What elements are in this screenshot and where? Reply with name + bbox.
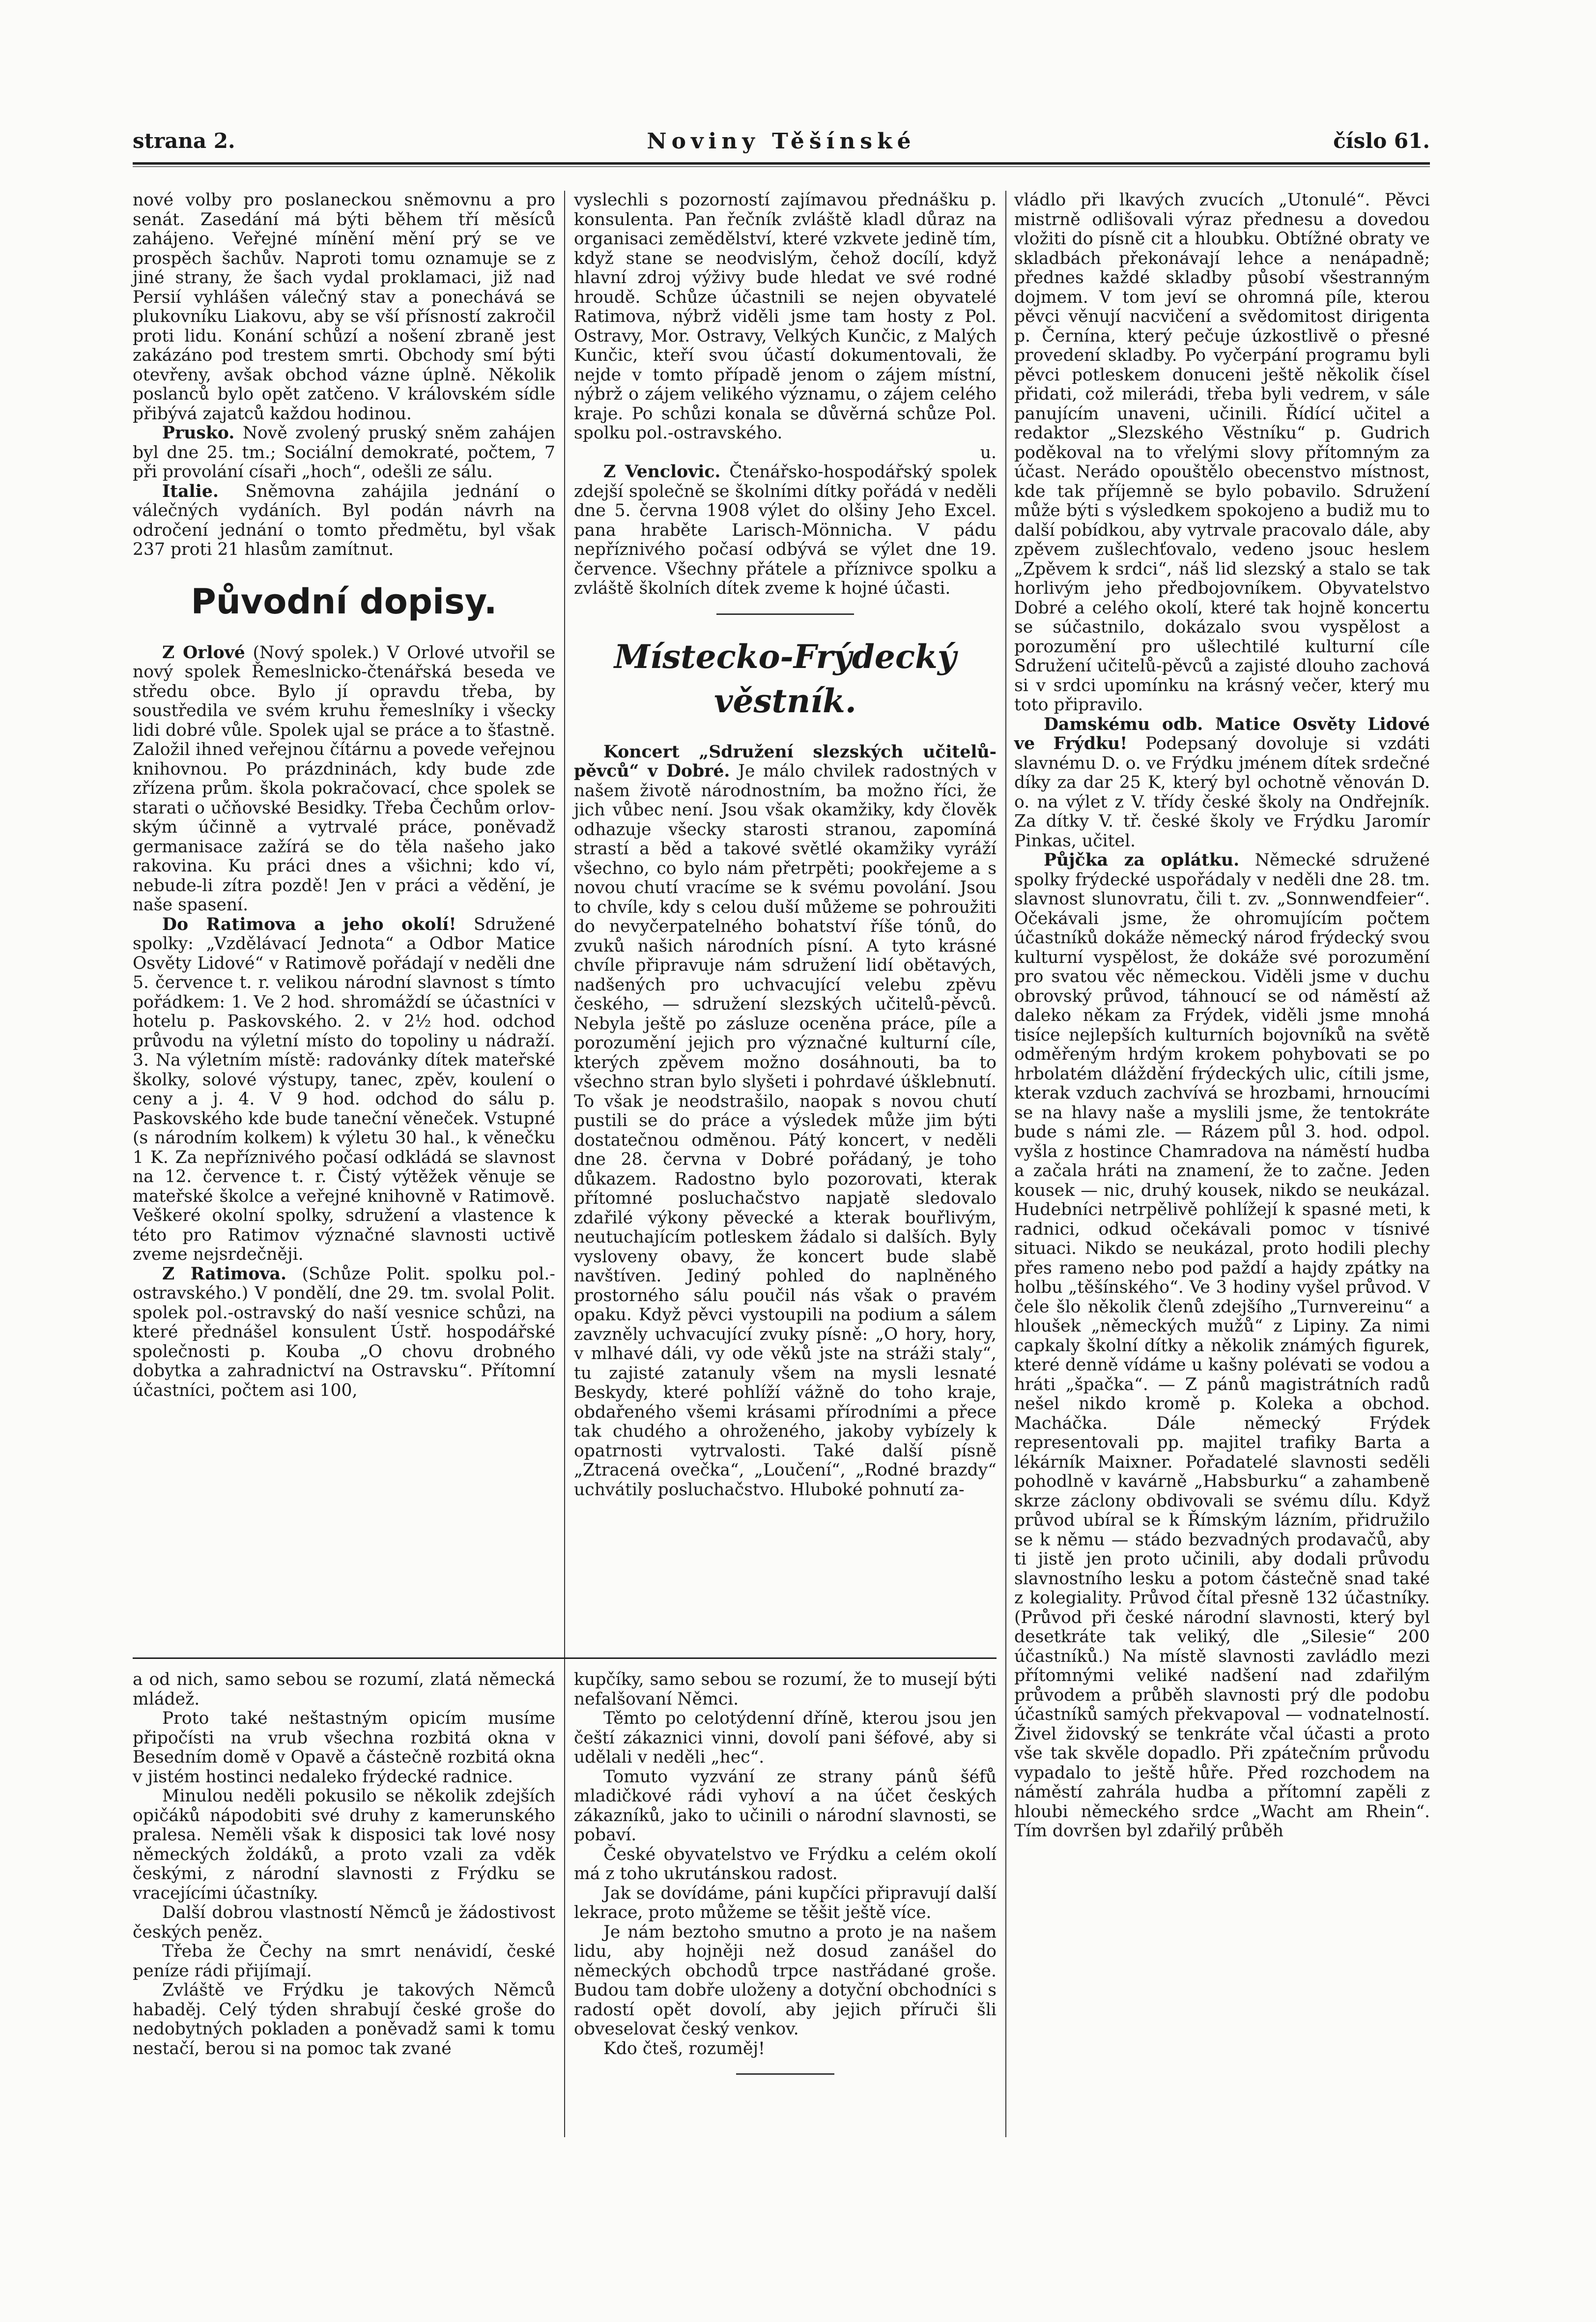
article-text: Nově zvolený pruský sněm zahájen byl dne 25. tm.; Sociální demokraté, počtem, 7 při provolání císaři „hoch“, odešli ze sálu. [133,423,555,482]
header-rule [133,162,1430,165]
article-text: Sdružené spolky: „Vzdělávací Jednota“ a Odbor Matice Osvěty Lidové“ v Ratimově pořádají v neděli dne 5. července t. r. velikou národní slavnost s tímto pořádkem: 1. Ve 2 hod. shromáždí se účastníci v hotelu p. Paskovského. 2. v 2½ hod. odchod průvodu na výletní místo do topoliny u nádraží. 3. Na výletním místě: radovánky dítek mateřské školky, solové výstupy, tanec, zpěv, koulení o ceny a j. 4. V 9 hod. odchod do sálu p. Paskovského kde bude taneční věneček. Vstupné (s národním kolkem) k výletu 30 hal., k věnečku 1 K. Za nepříznivého počasí odkládá se slavnost na 12. července t. r. Čistý výtěžek věnuje se mateřské školce a veřejné knihovně v Ratimově. Veškeré okolní spolky, sdružení a vlastence k této pro Ratimov význačné slavnosti uctivě zveme nejsrdečněji. [133,914,556,1264]
article-paragraph: Třeba že Čechy na smrt nenávidí, české peníze rádi přijímají. [133,1942,555,1981]
article-paragraph [133,1265,555,1401]
article-paragraph [1014,715,1430,851]
article-paragraph [133,915,555,1265]
section-divider-bottom [133,1657,997,1659]
article-paragraph: Zvláště ve Frýdku je takových Němců habaděj. Celý týden shrabují české groše do nedobytných pokladen a poněvadž sami k tomu nestačí, berou si na pomoc tak zvané [133,1980,555,2059]
article-paragraph [574,463,997,599]
column-divider-1 [564,191,565,2137]
article-text: Sněmovna zahájila jednání o válečných vydáních. Byl podán návrh na odročení jednání o tomto předmětu, byl však 237 proti 21 hlasům zamítnut. [133,481,555,559]
article-heading: Prusko. [162,423,235,443]
article-paragraph: Tomuto vyzvání ze strany pánů šéfů mladičkové rádi vyhoví a na účet českých zákazníků, jako to učinili o národní slavnosti, se pobaví. [574,1767,997,1845]
column-3 [1014,191,1430,1841]
column-1 [133,191,555,1400]
article-text: Podepsaný dovoluje si vzdáti slavnému D. o. ve Frýdku jménem dítek srdečné díky za dar 25 K, který byl ochotně věnován D. o. na výlet z V. třídy české školy na Ondřejník. Za dítky V. tř. české školy ve Frýdku Jaromír Pinkas, učitel. [1014,734,1430,851]
article-heading: Půjčka za oplátku. [1044,850,1240,870]
section-title-puvodni-dopisy: Původní dopisy. [191,581,497,622]
article-paragraph [574,743,997,1500]
page-number: strana 2. [133,129,235,153]
article-text: V Orlové utvořil se nový spolek Řemeslnicko-čtenářská beseda ve středu obce. Bylo jí opravdu třeba, by soustředila ve svém kruhu řemeslníky i všecky lidi dobré vůle. Spolek ujal se práce a to šťastně. Založil ihned veřejnou čítárnu a povede veřejnou knihovnou. Po prázdninách, kdy bude zde zřízena prům. škola pokračovací, chce spolek se starati o učňovské Besidky. Třeba Čechům orlov-ským účinně a vytrvalé práce, poněvadž germanisace zažírá se do těla našeho jako rakovina. Ku práci dnes a všichni; kdo ví, nebude-li zítra pozdě! Jen v práci a vědění, je naše spasení. [133,642,555,915]
bottom-column-2 [574,1670,997,2090]
article-paragraph: Proto také neštastným opicím musíme připočísti na vrub všechna rozbitá okna v Besedním domě v Opavě a částečně rozbitá okna v jistém hostinci nedaleko frýdecké radnice. [133,1709,555,1787]
article-heading: Z Orlové [162,642,245,663]
article-text: Čtenářsko-hospodářský spolek zdejší společně se školními dítky pořádá v neděli dne 5. června 1908 výlet do olšiny Jeho Excel. pana hraběte Larisch-Mönnicha. V pádu nepříznivého počasí odbývá se výlet dne 19. července. Všechny přátele a příznivce spolku a zvláště školních dítek zveme k hojné účasti. [574,462,997,598]
article-heading: Damskému odb. Matice Osvěty Lidové ve Frýdku! [1014,714,1430,754]
article-paragraph: vládlo při lkavých zvucích „Utonulé“. Pěvci mistrně odlišovali výraz přednesu a dovedou vložiti do písně cit a hloubku. Obtížné obraty ve skladbách překonávají lehce a nenápadně; přednes každé skladby působí všestranným dojmem. V tom jeví se ohromná píle, kterou pěvci věnují nacvičení a svědomitost dirigenta p. Černína, který pečuje úzkostlivě o přesné provedení skladby. Po vyčerpání programu byli pěvci potleskem donuceni ještě několik čísel přidati, což milerádi, třeba byli vedrem, v sále panujícím unaveni, učinili. Řídící učitel a redaktor „Slezského Věstníku“ p. Gudrich poděkoval na to vřelými slovy přítomným za účast. Nerádo opouštělo obecenstvo místnost, kde tak příjemně se bylo pobavilo. Sdružení může býti s výsledkem spokojeno a budiž mu to další pobídkou, aby vytrvale pracovalo dále, aby zpěvem zušlechťovalo, vedeno jsouc heslem „Zpěvem k srdci“, náš lid slezský a stalo se tak horlivým jeho předbojovníkem. Obyvatelstvo Dobré a celého okolí, které tak hojně koncertu se súčastnilo, dokázalo svou vyspělost a porozumění pro ušlechtilé kulturní cíle Sdružení učitelů-pěvců a zajisté dlouho zachová si v srdci upomínku na krásný večer, který mu toto připravilo. [1014,190,1430,715]
article-signature: u. [980,442,997,463]
article-paragraph: Jak se dovídáme, páni kupčíci připravují další lekrace, proto můžeme se těšit ještě více. [574,1883,997,1922]
article-paragraph: Kdo čteš, rozuměj! [603,2038,765,2059]
article-paragraph [133,643,555,915]
article-paragraph: a od nich, samo sebou se rozumí, zlatá německá mládež. [133,1670,555,1709]
article-paragraph: Minulou neděli pokusilo se několik zdejších opičáků nápodobiti své druhy z kamerunského pralesa. Neměli však k disposici tak lové nosy německých žoldáků, a proto vzali za vděk českými, z národní slavnosti z Frýdku se vracejícími účastníky. [133,1786,555,1903]
article-paragraph: vyslechli s pozorností zajímavou přednášku p. konsulenta. Pan řečník zvláště kladl důraz na organisaci zemědělství, které vzkvete jedině tím, když stane se neodvislým, čehož docílí, když hlavní zdroj výživy bude hledat ve své rodné hroudě. Schůze účastnili se nejen obyvatelé Ratimova, nýbrž viděli jsme tam hosty z Pol. Ostravy, Mor. Ostravy, Velkých Kunčic, z Malých Kunčic, kteří svou účastí dokumentovali, že nejde v tomto případě jenom o zájem místní, nýbrž o zájem velikého významu, o zájem celého kraje. Po schůzi konala se důvěrná schůze Pol. spolku pol.-ostravského. [574,190,997,443]
article-text: Německé sdružené spolky frýdecké uspořádaly v neděli dne 28. tm. slavnost slunovratu, čili t. zv. „Sonnwendfeier“. Očekávali jsme, že ohromujícím počtem účastníků dokáže německý národ frýdecký svou kulturní vyspělost, že dokáže své porozumění pro svatou věc německou. Viděli jsme v duchu obrovský průvod, táhnoucí se od náměstí až daleko někam za Frýdek, viděli jsme mnohá tisíce nejlepších kulturních bojovníků na světě odměřeným hrdým krokem pohybovati se po hrbolatém dláždění frýdeckých ulic, cítili jsme, kterak vzduch zachvívá se hrozbami, hrnoucími se na hlavy naše a myslili jsme, že tentokráte bude s námi zle. — Rázem půl 3. hod. odpol. vyšla z hostince Chamradova na náměstí hudba a začala hráti na znamení, že to začne. Jeden kousek — nic, druhý kousek, nikdo se neukázal. Hudebníci netrpělivě pohlížejí k spasné meti, k radnici, odkud očekávali pomoc v tísnivé situaci. Nikdo se neukázal, proto hodili plechy přes rameno nebo pod paždí a hajdy zpátky na holbu „těšínského“. Ve 3 hodiny vyšel průvod. V čele šlo několik členů zdejšího „Turnvereinu“ a hloušek „německých mužů“ z Lipiny. Za nimi capkaly školní dítky a několik známých figurek, které denně vídáme u kašny polévati se vodou a hráti „špačka“. — Z pánů magistrátních radů nešel nikdo kromě p. Koleka a obchod. Macháčka. Dále německý Frýdek representovali pp. majitel trafiky Barta a lékárník Maixner. Pořadatelé slavnosti seděli pohodlně v kavárně „Habsburku“ a zahambeně skrze záclony obdivovali se svému dílu. Když průvod ubíral se k Římským lázním, přidružilo se k němu — stádo bezvadných prodavačů, aby ti jistě jen proto učinili, aby dodali průvodu slavnostního lesku a potom částečně snad také z kolegiality. Průvod čítal přesně 132 účastníky. (Průvod při české národní slavnosti, který byl desetkráte tak veliký, dle „Silesie“ 200 účastníků.) Na místě slavnosti zavládlo mezi přítomnými veliké nadšení nad zdařilým průvodem a průběh slavnosti prý dle podobu účastníků samých překvapoval — vodnatelností. Živel židovský se tenkráte včal účasti a proto vše tak skvěle dopadlo. Při zpátečním průvodu vypadalo to ještě hůře. Před rozchodem na náměstí zahrála hudba a přítomní zapěli z hloubi německého srdce „Wacht am Rhein“. Tím dovršen byl zdařilý průběh [1014,850,1430,1841]
bottom-column-1 [133,1670,555,2059]
article-paragraph: Je nám beztoho smutno a proto je na našem lidu, aby hojněji než dosud zanášel do německých obchodů trpce nastřádané groše. Budou tam dobře uloženy a dotyční obchodníci s radostí opět dovolí, aby jejich příruči šli obveselovat český venkov. [574,1922,997,2039]
section-title-mistecko-frydecky: Místecko-Frýdecký věstník. [614,637,957,720]
article-heading: Z Ratimova. [162,1264,286,1284]
article-paragraph: Těmto po celotýdenní dříně, kterou jsou jen čeští zákaznici vinni, dovolí pani šéfové, aby si udělali v neděli „hec“. [574,1709,997,1767]
closing-rule [736,2073,834,2075]
article-heading: Italie. [162,481,219,501]
page-header [133,129,1430,158]
article-paragraph: kupčíky, samo sebou se rozumí, že to musejí býti nefalšovaní Němci. [574,1670,997,1709]
article-heading: Do Ratimova a jeho okolí! [162,914,456,934]
separator-rule [716,613,854,615]
article-paragraph: České obyvatelstvo ve Frýdku a celém okolí má z toho ukrutánskou radost. [574,1844,997,1884]
column-2 [574,191,997,1500]
article-heading: Koncert „Sdružení slezských učitelů-pěvců“ v Dobré. [574,742,997,781]
newspaper-title: Noviny Těšínské [647,129,916,154]
article-paragraph: Další dobrou vlastností Němců je žádostivost českých peněz. [133,1903,555,1942]
article-paragraph [133,482,555,560]
article-text: (Schůze Polit. spolku pol.-ostravského.) V pondělí, dne 29. tm. svolal Polit. spolek pol.-ostravský do naší vesnice schůzi, na které přednášel konsulent Ústř. hospodářské společnosti p. Kouba „O chovu drobného dobytka a zahradnictví na Ostravsku“. Přítomní účastníci, počtem asi 100, [133,1264,555,1400]
article-paragraph [133,424,555,482]
article-paragraph: nové volby pro poslaneckou sněmovnu a pro senát. Zasedání má býti během tří měsíců zahájeno. Veřejné mínění mění prý se ve prospěch šachův. Naproti tomu oznamuje se z jiné strany, že šach vydal proklamaci, již nad Persií vyhlášen válečný stav a ponechává se plukovníku Liakovu, aby se vší přísností zakročil proti lidu. Konání schůzí a nošení zbraně jest zakázáno pod trestem smrti. Obchody smí býti otevřeny, avšak obchod vázne úplně. Několik poslanců bylo opět zatčeno. V královském sídle přibývá zajatců každou hodinou. [133,190,555,424]
column-divider-2 [1005,191,1006,2137]
article-subheading: (Nový spolek.) [245,642,379,663]
header-rule-thin [133,166,1430,167]
article-paragraph [1014,851,1430,1841]
issue-number: číslo 61. [1333,129,1430,153]
article-heading: Z Venclovic. [603,462,721,482]
article-text: Je málo chvilek radostných v našem životě národnostním, ba možno říci, že jich vůbec není. Jsou však okamžiky, kdy člověk odhazuje všecky starosti stranou, zapomíná strastí a běd a takové světlé okamžiky vyráží všechno, co bylo nám přetrpěti; pookřejeme a s novou chutí vracíme se k svému povolání. Jsou to chvíle, kdy s celou duší můžeme se pohroužiti do nevyčerpatelného bohatství říše tónů, do zvuků našich národních písní. A tyto krásné chvíle připravuje nám sdružení lidí obětavých, nadšených pro uchvacující velebu zpěvu českého, — sdružení slezských učitelů-pěvců. Nebyla ještě po zásluze oceněna práce, píle a porozumění jejich pro význačné kulturní cíle, kterých zpěvem možno dosáhnouti, ba to všechno stran bylo slyšeti i pohrdavé úšklebnutí. To však je neodstrašilo, naopak s novou chutí pustili se do práce a výsledek může jim býti dostatečnou odměnou. Pátý koncert, v neděli dne 28. června v Dobré pořádaný, je toho důkazem. Radostno bylo pozorovati, kterak přítomné posluchačstvo napjatě sledovalo zdařilé výkony pěvecké a kterak bouřlivým, neutuchajícím potleskem žádalo si dalších. Byly vysloveny obavy, že koncert bude slabě navštíven. Jediný pohled do naplněného prostorného sálu poučil nás však o pravém opaku. Když pěvci vystoupili na podium a sálem zavzněly uchvacující zvuky písně: „O hory, hory, v mlhavé dáli, vy ode věků jste na stráži staly“, tu zajisté zatanuly všem na mysli lesnaté Beskydy, které pohlíží vážně do toho kraje, obdařeného všemi krásami přírodními a přece tak chudého a ohroženého, jakoby vybízely k opatrnosti vytrvalosti. Také další písně „Ztracená ovečka“, „Loučení“, „Rodné brazdy“ uchvátily posluchačstvo. Hluboké pohnutí za- [574,761,997,1500]
